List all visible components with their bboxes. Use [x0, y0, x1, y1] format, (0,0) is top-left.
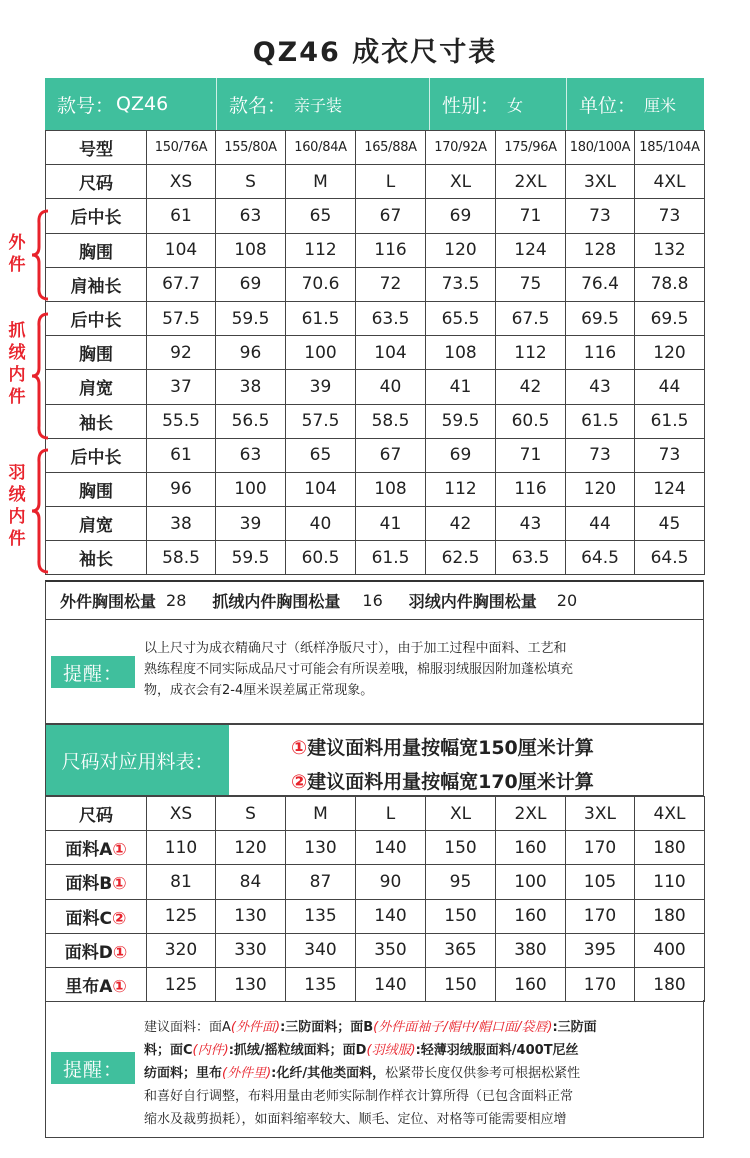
text-part: (内件) [192, 1043, 229, 1058]
text-part: 料；面C [144, 1043, 193, 1058]
size-cell: 3XL [566, 797, 635, 831]
value-cell: 116 [566, 336, 635, 370]
value-cell: 61.5 [635, 404, 705, 438]
value-cell: 108 [216, 233, 286, 267]
table-row [46, 541, 705, 575]
value-cell: 44 [635, 370, 705, 404]
value-cell: 63 [216, 199, 286, 233]
value-cell: 350 [356, 933, 426, 967]
value-cell: 170 [566, 899, 635, 933]
value-cell: 72 [356, 267, 426, 301]
text-part: :轻薄羽绒服面料/400T尼丝 [415, 1043, 579, 1058]
value-cell: 120 [635, 336, 705, 370]
group-label-outer-text: 外 件 [8, 233, 26, 275]
fabric-row-label [46, 899, 147, 933]
size-row [46, 165, 705, 199]
value-cell: 71 [496, 438, 566, 472]
note-1-mark: ① [291, 737, 308, 759]
value-cell: 150 [426, 967, 496, 1001]
value-cell: 71 [496, 199, 566, 233]
note-1-text: 建议面料用量按幅宽150厘米计算 [307, 737, 594, 759]
fabric-name: 面料D [64, 942, 113, 963]
ease-outer-label: 外件胸围松量 [60, 592, 157, 611]
ease-row [45, 580, 704, 620]
fabric-name: 面料B [65, 874, 113, 895]
size-cell: L [356, 797, 426, 831]
spec-cell: 150/76A [147, 131, 216, 165]
value-cell: 69 [426, 199, 496, 233]
value-cell: 73 [566, 199, 635, 233]
fabric-mark: ① [112, 874, 127, 895]
value-cell: 69.5 [566, 301, 635, 335]
value-cell: 105 [566, 865, 635, 899]
row-label: 袖长 [46, 404, 147, 438]
value-cell: 70.6 [286, 267, 356, 301]
table-row [46, 472, 705, 506]
value-cell: 61.5 [286, 301, 356, 335]
fabric-row-label [46, 933, 147, 967]
reminder-badge-2: 提醒： [51, 1052, 135, 1084]
value-cell: 96 [216, 336, 286, 370]
fabric-row-label [46, 967, 147, 1001]
value-cell: 39 [286, 370, 356, 404]
reminder-line: 和喜好自行调整，布料用量由老师实际制作样衣计算所得（已包含面料正常 [144, 1089, 574, 1104]
spec-cell: 160/84A [286, 131, 356, 165]
spec-cell: 165/88A [356, 131, 426, 165]
row-label: 胸围 [46, 336, 147, 370]
reminder-box-1 [45, 620, 704, 724]
reminder-badge-1: 提醒： [51, 656, 135, 688]
brace-outer [30, 209, 50, 301]
note-2-text: 建议面料用量按幅宽170厘米计算 [307, 771, 594, 793]
style-name-label: 款名： [229, 94, 287, 117]
value-cell: 58.5 [147, 541, 216, 575]
ease-outer-value: 28 [166, 591, 187, 610]
value-cell: 180 [635, 899, 705, 933]
text-part: 纺面料；里布 [144, 1066, 223, 1081]
fabric-mark: ① [112, 942, 128, 963]
value-cell: 63 [216, 438, 286, 472]
value-cell: 56.5 [216, 404, 286, 438]
value-cell: 116 [496, 472, 566, 506]
fabric-note-2 [291, 767, 594, 794]
row-label: 胸围 [46, 233, 147, 267]
row-label: 肩宽 [46, 507, 147, 541]
value-cell: 62.5 [426, 541, 496, 575]
reminder-line [144, 1016, 704, 1039]
value-cell: 150 [426, 831, 496, 865]
size-cell: 4XL [635, 797, 705, 831]
gender-cell [430, 78, 567, 130]
text-part: (外件面) [230, 1020, 281, 1035]
value-cell: 92 [147, 336, 216, 370]
table-row [46, 199, 705, 233]
value-cell: 38 [216, 370, 286, 404]
gender-label: 性别： [442, 94, 500, 117]
spec-cell: 155/80A [216, 131, 286, 165]
size-cell: M [286, 797, 356, 831]
value-cell: 61.5 [566, 404, 635, 438]
reminder-line: 缩水及裁剪损耗），如面料缩率较大、顺毛、定位、对格等可能需要相应增 [144, 1112, 567, 1127]
spec-cell: 175/96A [496, 131, 566, 165]
table-row [46, 438, 705, 472]
value-cell: 69.5 [635, 301, 705, 335]
value-cell: 87 [286, 865, 356, 899]
style-name-cell [217, 78, 430, 130]
table-row [46, 370, 705, 404]
brace-down [30, 448, 50, 574]
row-label: 后中长 [46, 199, 147, 233]
fabric-name: 面料C [65, 908, 113, 929]
value-cell: 104 [286, 472, 356, 506]
table-row [46, 967, 705, 1001]
value-cell: 100 [216, 472, 286, 506]
value-cell: 330 [216, 933, 286, 967]
value-cell: 130 [216, 967, 286, 1001]
value-cell: 59.5 [216, 541, 286, 575]
value-cell: 130 [216, 899, 286, 933]
value-cell: 38 [147, 507, 216, 541]
group-label-down [6, 462, 28, 550]
value-cell: 160 [496, 967, 566, 1001]
fabric-name: 面料A [65, 840, 113, 861]
fabric-note-1 [291, 733, 594, 760]
value-cell: 95 [426, 865, 496, 899]
value-cell: 90 [356, 865, 426, 899]
value-cell: 128 [566, 233, 635, 267]
value-cell: 112 [426, 472, 496, 506]
value-cell: 120 [426, 233, 496, 267]
value-cell: 73 [635, 438, 705, 472]
group-label-down-text: 羽 绒 内 件 [8, 463, 26, 549]
fabric-name: 里布A [65, 977, 113, 998]
style-no-cell [45, 78, 217, 130]
value-cell: 180 [635, 831, 705, 865]
value-cell: 140 [356, 967, 426, 1001]
table-row [46, 933, 705, 967]
unit-label: 单位： [579, 94, 637, 117]
reminder-line: 物，成衣会有2-4厘米误差属正常现象。 [144, 683, 374, 698]
value-cell: 365 [426, 933, 496, 967]
value-cell: 41 [356, 507, 426, 541]
table-row [46, 899, 705, 933]
value-cell: 340 [286, 933, 356, 967]
value-cell: 130 [286, 831, 356, 865]
fabric-size-header: 尺码 [46, 797, 147, 831]
value-cell: 140 [356, 831, 426, 865]
gender-value: 女 [507, 95, 524, 115]
fabric-row-label [46, 831, 147, 865]
fabric-title: 尺码对应用料表： [46, 725, 229, 795]
spec-row [46, 131, 705, 165]
unit-cell [567, 78, 704, 130]
value-cell: 67 [356, 199, 426, 233]
header-band [45, 78, 704, 130]
value-cell: 96 [147, 472, 216, 506]
value-cell: 41 [426, 370, 496, 404]
text-part: 建议面料：面A [144, 1020, 231, 1035]
value-cell: 135 [286, 967, 356, 1001]
value-cell: 65 [286, 199, 356, 233]
value-cell: 110 [635, 865, 705, 899]
value-cell: 104 [147, 233, 216, 267]
value-cell: 100 [496, 865, 566, 899]
value-cell: 84 [216, 865, 286, 899]
reminder-text-1 [144, 638, 700, 701]
reminder-line [144, 1039, 704, 1062]
value-cell: 58.5 [356, 404, 426, 438]
value-cell: 73.5 [426, 267, 496, 301]
row-label: 后中长 [46, 438, 147, 472]
fabric-mark: ② [112, 908, 127, 929]
value-cell: 65.5 [426, 301, 496, 335]
value-cell: 57.5 [286, 404, 356, 438]
size-cell: L [356, 165, 426, 199]
value-cell: 73 [566, 438, 635, 472]
value-cell: 100 [286, 336, 356, 370]
value-cell: 40 [356, 370, 426, 404]
value-cell: 124 [635, 472, 705, 506]
value-cell: 132 [635, 233, 705, 267]
spec-cell: 185/104A [635, 131, 705, 165]
style-name-value: 亲子装 [294, 95, 343, 115]
brace-fleece [30, 312, 50, 440]
spec-header: 号型 [46, 131, 147, 165]
value-cell: 40 [286, 507, 356, 541]
value-cell: 170 [566, 831, 635, 865]
value-cell: 64.5 [635, 541, 705, 575]
text-part: :化纤/其他类面料， [271, 1066, 386, 1081]
ease-down-label: 羽绒内件胸围松量 [408, 592, 537, 611]
spec-cell: 170/92A [426, 131, 496, 165]
size-cell: S [216, 165, 286, 199]
fabric-mark: ① [112, 977, 127, 998]
fabric-size-row [46, 797, 705, 831]
size-header: 尺码 [46, 165, 147, 199]
size-table [45, 130, 705, 575]
row-label: 袖长 [46, 541, 147, 575]
value-cell: 43 [566, 370, 635, 404]
style-no-value: QZ46 [116, 93, 169, 115]
unit-value: 厘米 [644, 95, 677, 115]
value-cell: 320 [147, 933, 216, 967]
value-cell: 42 [496, 370, 566, 404]
table-row [46, 233, 705, 267]
value-cell: 65 [286, 438, 356, 472]
value-cell: 76.4 [566, 267, 635, 301]
value-cell: 60.5 [286, 541, 356, 575]
value-cell: 124 [496, 233, 566, 267]
value-cell: 104 [356, 336, 426, 370]
table-row [46, 301, 705, 335]
text-part: 松紧带长度仅供参考可根据松紧性 [385, 1066, 581, 1081]
value-cell: 61.5 [356, 541, 426, 575]
value-cell: 116 [356, 233, 426, 267]
value-cell: 39 [216, 507, 286, 541]
style-no-label: 款号： [57, 94, 115, 117]
ease-fleece-label: 抓绒内件胸围松量 [212, 592, 341, 611]
value-cell: 75 [496, 267, 566, 301]
text-part: :三防面料；面B [280, 1020, 374, 1035]
row-label: 后中长 [46, 301, 147, 335]
value-cell: 135 [286, 899, 356, 933]
value-cell: 78.8 [635, 267, 705, 301]
reminder-text-2 [144, 1016, 704, 1131]
fabric-header [45, 724, 704, 796]
value-cell: 63.5 [496, 541, 566, 575]
text-part: :三防面 [552, 1020, 597, 1035]
value-cell: 67.7 [147, 267, 216, 301]
value-cell: 63.5 [356, 301, 426, 335]
row-label: 肩宽 [46, 370, 147, 404]
value-cell: 57.5 [147, 301, 216, 335]
row-label: 肩袖长 [46, 267, 147, 301]
value-cell: 64.5 [566, 541, 635, 575]
value-cell: 59.5 [216, 301, 286, 335]
value-cell: 67 [356, 438, 426, 472]
group-label-outer [6, 232, 28, 276]
table-row [46, 404, 705, 438]
table-row [46, 267, 705, 301]
size-cell: M [286, 165, 356, 199]
value-cell: 67.5 [496, 301, 566, 335]
text-part: (羽绒服) [366, 1043, 416, 1058]
table-row [46, 336, 705, 370]
value-cell: 160 [496, 899, 566, 933]
size-cell: XL [426, 797, 496, 831]
value-cell: 61 [147, 438, 216, 472]
value-cell: 112 [496, 336, 566, 370]
value-cell: 125 [147, 899, 216, 933]
table-row [46, 831, 705, 865]
value-cell: 43 [496, 507, 566, 541]
note-2-mark: ② [291, 771, 308, 793]
value-cell: 400 [635, 933, 705, 967]
table-row [46, 507, 705, 541]
group-label-fleece-text: 抓 绒 内 件 [8, 321, 26, 407]
value-cell: 55.5 [147, 404, 216, 438]
value-cell: 61 [147, 199, 216, 233]
reminder-line: 熟练程度不同实际成品尺寸可能会有所误差哦，棉服羽绒服因附加蓬松填充 [144, 662, 574, 677]
size-cell: 2XL [496, 165, 566, 199]
row-label: 胸围 [46, 472, 147, 506]
value-cell: 108 [356, 472, 426, 506]
value-cell: 160 [496, 831, 566, 865]
fabric-table [45, 796, 705, 1002]
value-cell: 81 [147, 865, 216, 899]
ease-down-value: 20 [556, 591, 578, 610]
size-cell: XS [147, 165, 216, 199]
value-cell: 44 [566, 507, 635, 541]
size-cell: XS [147, 797, 216, 831]
table-row [46, 865, 705, 899]
value-cell: 120 [216, 831, 286, 865]
value-cell: 395 [566, 933, 635, 967]
size-cell: S [216, 797, 286, 831]
ease-fleece-value: 16 [362, 591, 383, 610]
value-cell: 45 [635, 507, 705, 541]
value-cell: 59.5 [426, 404, 496, 438]
text-part: :抓绒/摇粒绒面料；面D [228, 1043, 367, 1058]
size-cell: 2XL [496, 797, 566, 831]
value-cell: 180 [635, 967, 705, 1001]
value-cell: 150 [426, 899, 496, 933]
value-cell: 125 [147, 967, 216, 1001]
value-cell: 170 [566, 967, 635, 1001]
value-cell: 140 [356, 899, 426, 933]
value-cell: 69 [216, 267, 286, 301]
value-cell: 112 [286, 233, 356, 267]
value-cell: 110 [147, 831, 216, 865]
text-part: (外件面袖子/帽中/帽口面/袋唇) [373, 1020, 553, 1035]
value-cell: 380 [496, 933, 566, 967]
value-cell: 37 [147, 370, 216, 404]
value-cell: 73 [635, 199, 705, 233]
fabric-row-label [46, 865, 147, 899]
value-cell: 42 [426, 507, 496, 541]
value-cell: 60.5 [496, 404, 566, 438]
value-cell: 120 [566, 472, 635, 506]
value-cell: 69 [426, 438, 496, 472]
group-label-fleece [6, 320, 28, 408]
fabric-mark: ① [112, 840, 127, 861]
reminder-line [144, 1062, 704, 1085]
size-cell: XL [426, 165, 496, 199]
spec-cell: 180/100A [566, 131, 635, 165]
text-part: (外件里) [222, 1066, 272, 1081]
size-cell: 4XL [635, 165, 705, 199]
reminder-line: 以上尺寸为成衣精确尺寸（纸样净版尺寸），由于加工过程中面料、工艺和 [144, 641, 567, 656]
value-cell: 108 [426, 336, 496, 370]
page-title: QZ46 成衣尺寸表 [252, 37, 498, 68]
reminder-box-2 [45, 1000, 704, 1138]
size-cell: 3XL [566, 165, 635, 199]
